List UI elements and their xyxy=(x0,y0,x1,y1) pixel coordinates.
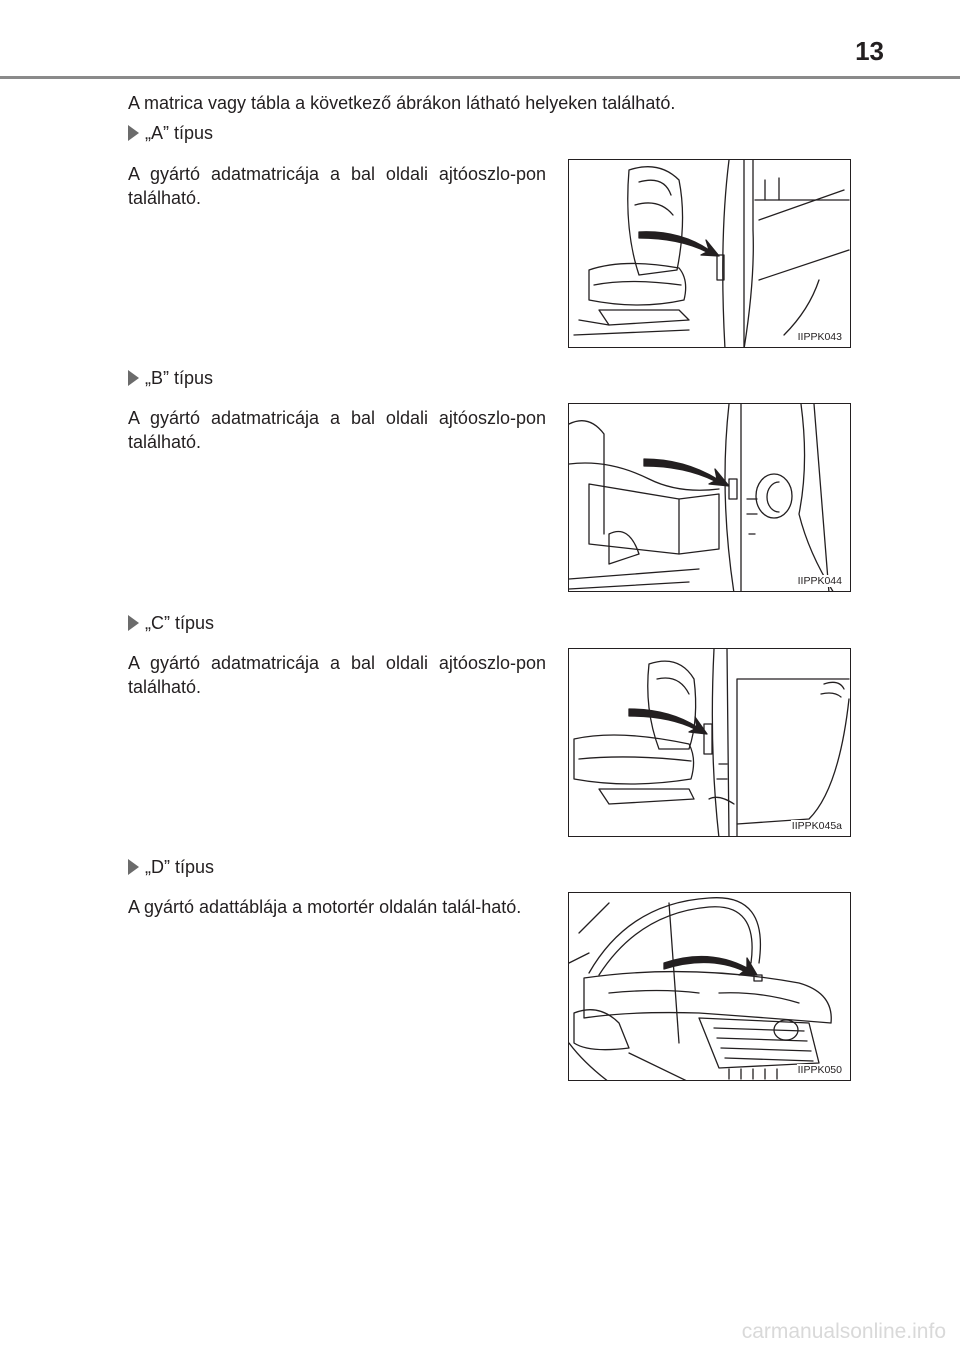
figure-code: IIPPK045a xyxy=(791,820,842,832)
pointer-arrow-icon xyxy=(639,232,719,256)
figure-code: IIPPK044 xyxy=(797,575,842,587)
footer-watermark: carmanualsonline.info xyxy=(741,1320,946,1343)
section-heading-label: „C” típus xyxy=(145,613,215,633)
section-heading-a xyxy=(128,121,213,145)
section-description-b: A gyártó adatmatricája a bal oldali ajtóoszlo-pon található. xyxy=(128,408,546,452)
triangle-right-icon xyxy=(128,370,139,386)
section-heading-label: „A” típus xyxy=(145,123,214,143)
triangle-right-icon xyxy=(128,615,139,631)
illustration-rear-door-pillar xyxy=(569,404,851,592)
section-heading-d xyxy=(128,855,214,879)
section-heading-label: „D” típus xyxy=(145,857,215,877)
illustration-driver-door-pillar xyxy=(569,160,851,348)
figure-code: IIPPK043 xyxy=(797,331,842,343)
figure-d xyxy=(568,892,851,1081)
figure-a xyxy=(568,159,851,348)
section-description-a: A gyártó adatmatricája a bal oldali ajtóoszlo-pon található. xyxy=(128,164,546,208)
header-rule xyxy=(0,76,960,79)
section-heading-label: „B” típus xyxy=(145,368,214,388)
illustration-engine-compartment xyxy=(569,893,851,1081)
figure-c xyxy=(568,648,851,837)
intro-text: A matrica vagy tábla a következő ábrákon látható helyeken található. xyxy=(128,93,676,113)
triangle-right-icon xyxy=(128,859,139,875)
section-heading-c xyxy=(128,611,214,635)
section-description-d: A gyártó adattáblája a motortér oldalán talál-ható. xyxy=(128,897,522,917)
figure-b xyxy=(568,403,851,592)
illustration-front-door-pillar xyxy=(569,649,851,837)
page-number: 13 xyxy=(855,36,884,66)
triangle-right-icon xyxy=(128,125,139,141)
figure-code: IIPPK050 xyxy=(797,1064,842,1076)
section-heading-b xyxy=(128,366,213,390)
section-description-c: A gyártó adatmatricája a bal oldali ajtóoszlo-pon található. xyxy=(128,653,546,697)
